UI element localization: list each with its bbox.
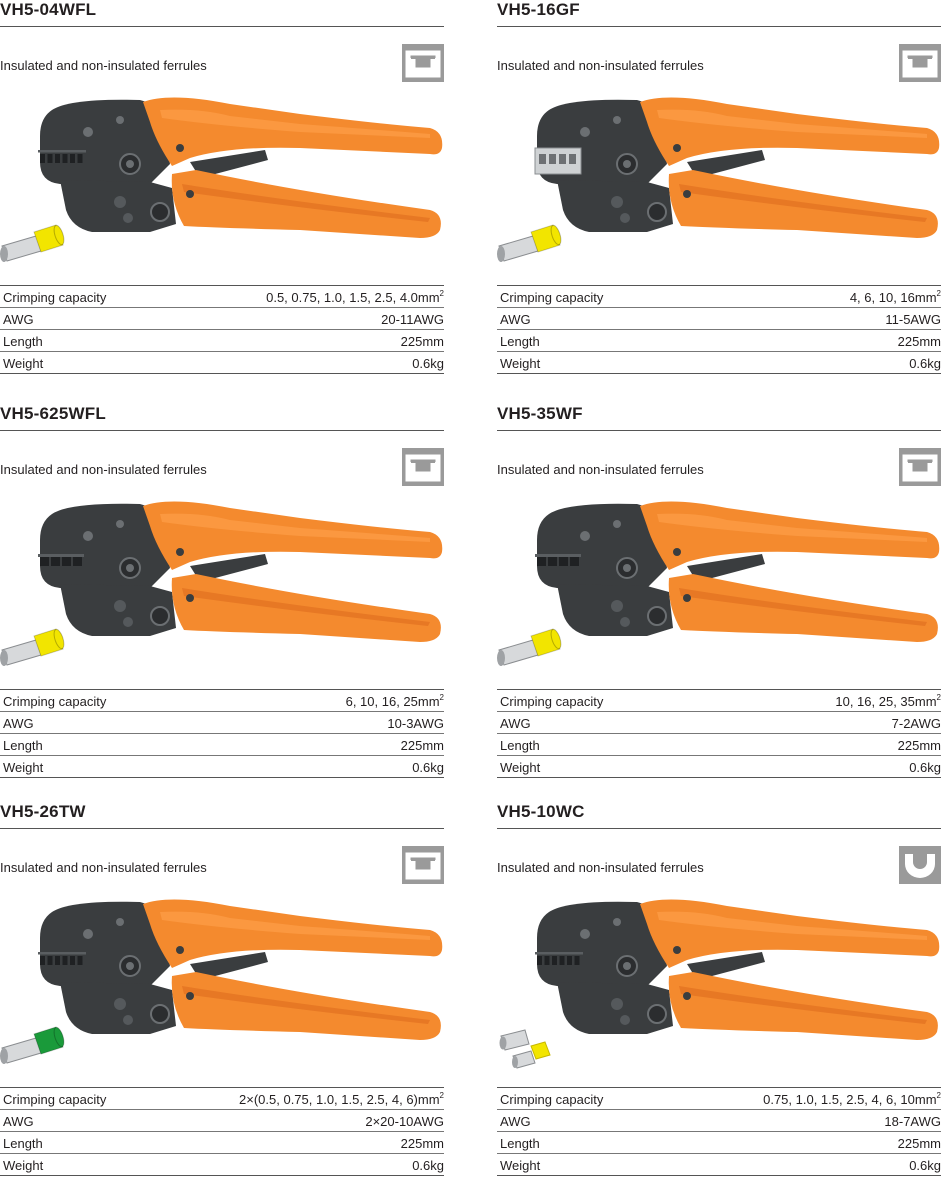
crimping-tool xyxy=(500,899,940,1068)
ferrule-pair xyxy=(500,1030,551,1068)
spec-value: 10-3AWG xyxy=(387,716,444,731)
spec-label: Weight xyxy=(3,1158,44,1173)
spec-label: Weight xyxy=(500,356,541,371)
product-subtitle: Insulated and non-insulated ferrules xyxy=(0,462,207,477)
spec-label: Length xyxy=(500,1136,540,1151)
spec-label: Length xyxy=(500,738,540,753)
spec-table xyxy=(497,285,941,374)
spec-value: 0.6kg xyxy=(909,760,941,775)
spec-label: Crimping capacity xyxy=(3,694,107,709)
product-model: VH5-04WFL xyxy=(0,0,97,19)
spec-value: 0.6kg xyxy=(909,356,941,371)
title-divider xyxy=(0,828,444,829)
spec-row xyxy=(0,756,444,778)
spec-row xyxy=(497,1132,941,1154)
product-card xyxy=(497,404,941,782)
product-image xyxy=(0,92,444,264)
spec-table xyxy=(497,1087,941,1176)
spec-label: AWG xyxy=(500,312,531,327)
spec-value: 225mm xyxy=(400,738,444,753)
product-model: VH5-26TW xyxy=(0,802,86,821)
spec-row xyxy=(0,1088,444,1110)
spec-label: AWG xyxy=(3,1114,34,1129)
unit-exponent: 2 xyxy=(439,1091,444,1100)
spec-row xyxy=(497,1088,941,1110)
product-model: VH5-35WF xyxy=(497,404,583,423)
spec-label: Length xyxy=(3,738,43,753)
spec-value: 225mm xyxy=(897,334,941,349)
spec-label: Weight xyxy=(500,1158,541,1173)
spec-row xyxy=(0,1132,444,1154)
spec-label: Crimping capacity xyxy=(500,1092,604,1107)
spec-value: 0.75, 1.0, 1.5, 2.5, 4, 6, $10mm^2$ xyxy=(763,1091,941,1107)
spec-label: Crimping capacity xyxy=(500,290,604,305)
spec-label: AWG xyxy=(500,716,531,731)
spec-row xyxy=(0,330,444,352)
product-image xyxy=(497,894,941,1066)
spec-label: Length xyxy=(3,334,43,349)
spec-value: 10, 16, 25, $35mm^2$ xyxy=(835,693,941,709)
spec-value: 4, 6, 10, $16mm^2$ xyxy=(849,289,941,305)
spec-label: Length xyxy=(3,1136,43,1151)
spec-label: Crimping capacity xyxy=(3,1092,107,1107)
product-card xyxy=(0,0,444,378)
spec-table xyxy=(0,1087,444,1176)
product-model: VH5-625WFL xyxy=(0,404,106,423)
unit-exponent: 2 xyxy=(439,693,444,702)
product-image xyxy=(497,92,941,264)
spec-value: 225mm xyxy=(400,1136,444,1151)
spec-label: Weight xyxy=(3,356,44,371)
ferrule xyxy=(497,224,563,262)
spec-row xyxy=(0,1110,444,1132)
spec-row xyxy=(497,286,941,308)
spec-value: 20-11AWG xyxy=(381,312,444,327)
square-die-icon xyxy=(402,448,444,486)
square-die-icon xyxy=(899,44,941,82)
spec-row xyxy=(0,286,444,308)
spec-row xyxy=(497,756,941,778)
spec-table xyxy=(0,689,444,778)
spec-label: Length xyxy=(500,334,540,349)
spec-label: AWG xyxy=(3,312,34,327)
title-divider xyxy=(497,828,941,829)
spec-value: 0.6kg xyxy=(412,1158,444,1173)
product-subtitle: Insulated and non-insulated ferrules xyxy=(0,860,207,875)
product-subtitle: Insulated and non-insulated ferrules xyxy=(497,462,704,477)
spec-value: 6, 10, 16, $25mm^2$ xyxy=(345,693,444,709)
unit-exponent: 2 xyxy=(936,289,941,298)
title-divider xyxy=(0,26,444,27)
product-card xyxy=(497,802,941,1180)
product-model: VH5-16GF xyxy=(497,0,580,19)
spec-table xyxy=(497,689,941,778)
spec-row xyxy=(497,330,941,352)
spec-row xyxy=(0,352,444,374)
title-divider xyxy=(0,430,444,431)
spec-value: 0.6kg xyxy=(412,760,444,775)
crimping-tool xyxy=(497,97,939,262)
spec-row xyxy=(0,1154,444,1176)
square-die-icon xyxy=(402,846,444,884)
spec-row xyxy=(497,352,941,374)
round-die-icon xyxy=(899,846,941,884)
spec-row xyxy=(0,712,444,734)
spec-row xyxy=(497,1110,941,1132)
spec-value: 0.6kg xyxy=(412,356,444,371)
spec-row xyxy=(497,734,941,756)
crimping-tool xyxy=(497,501,939,666)
ferrule xyxy=(0,628,66,666)
spec-row xyxy=(497,712,941,734)
title-divider xyxy=(497,26,941,27)
product-model: VH5-10WC xyxy=(497,802,585,821)
unit-exponent: 2 xyxy=(936,693,941,702)
product-subtitle: Insulated and non-insulated ferrules xyxy=(0,58,207,73)
unit-exponent: 2 xyxy=(439,289,444,298)
spec-label: Crimping capacity xyxy=(500,694,604,709)
spec-label: Crimping capacity xyxy=(3,290,107,305)
spec-value: 2×(0.5, 0.75, 1.0, 1.5, 2.5, 4, $6)mm^2$ xyxy=(239,1091,444,1107)
spec-value: 11-5AWG xyxy=(885,312,941,327)
product-card xyxy=(497,0,941,378)
spec-label: AWG xyxy=(500,1114,531,1129)
spec-label: AWG xyxy=(3,716,34,731)
spec-row xyxy=(497,690,941,712)
unit-exponent: 2 xyxy=(936,1091,941,1100)
product-image xyxy=(0,496,444,668)
spec-table xyxy=(0,285,444,374)
product-card xyxy=(0,404,444,782)
crimping-tool xyxy=(0,899,442,1064)
product-subtitle: Insulated and non-insulated ferrules xyxy=(497,58,704,73)
spec-value: 18-7AWG xyxy=(884,1114,941,1129)
crimping-tool xyxy=(0,97,442,262)
title-divider xyxy=(497,430,941,431)
spec-row xyxy=(0,734,444,756)
spec-value: 225mm xyxy=(897,738,941,753)
product-card xyxy=(0,802,444,1180)
spec-value: 225mm xyxy=(897,1136,941,1151)
spec-row xyxy=(497,1154,941,1176)
product-image xyxy=(0,894,444,1066)
square-die-icon xyxy=(899,448,941,486)
spec-value: 225mm xyxy=(400,334,444,349)
spec-value: 0.6kg xyxy=(909,1158,941,1173)
spec-label: Weight xyxy=(500,760,541,775)
spec-value: 2×20-10AWG xyxy=(365,1114,444,1129)
ferrule xyxy=(497,628,563,666)
spec-row xyxy=(497,308,941,330)
crimping-tool xyxy=(0,501,442,666)
spec-row xyxy=(0,308,444,330)
spec-value: 7-2AWG xyxy=(891,716,941,731)
spec-label: Weight xyxy=(3,760,44,775)
product-image xyxy=(497,496,941,668)
ferrule xyxy=(0,1026,66,1064)
spec-value: 0.5, 0.75, 1.0, 1.5, 2.5, $4.0mm^2$ xyxy=(266,289,444,305)
spec-row xyxy=(0,690,444,712)
ferrule xyxy=(0,224,66,262)
product-subtitle: Insulated and non-insulated ferrules xyxy=(497,860,704,875)
square-die-icon xyxy=(402,44,444,82)
